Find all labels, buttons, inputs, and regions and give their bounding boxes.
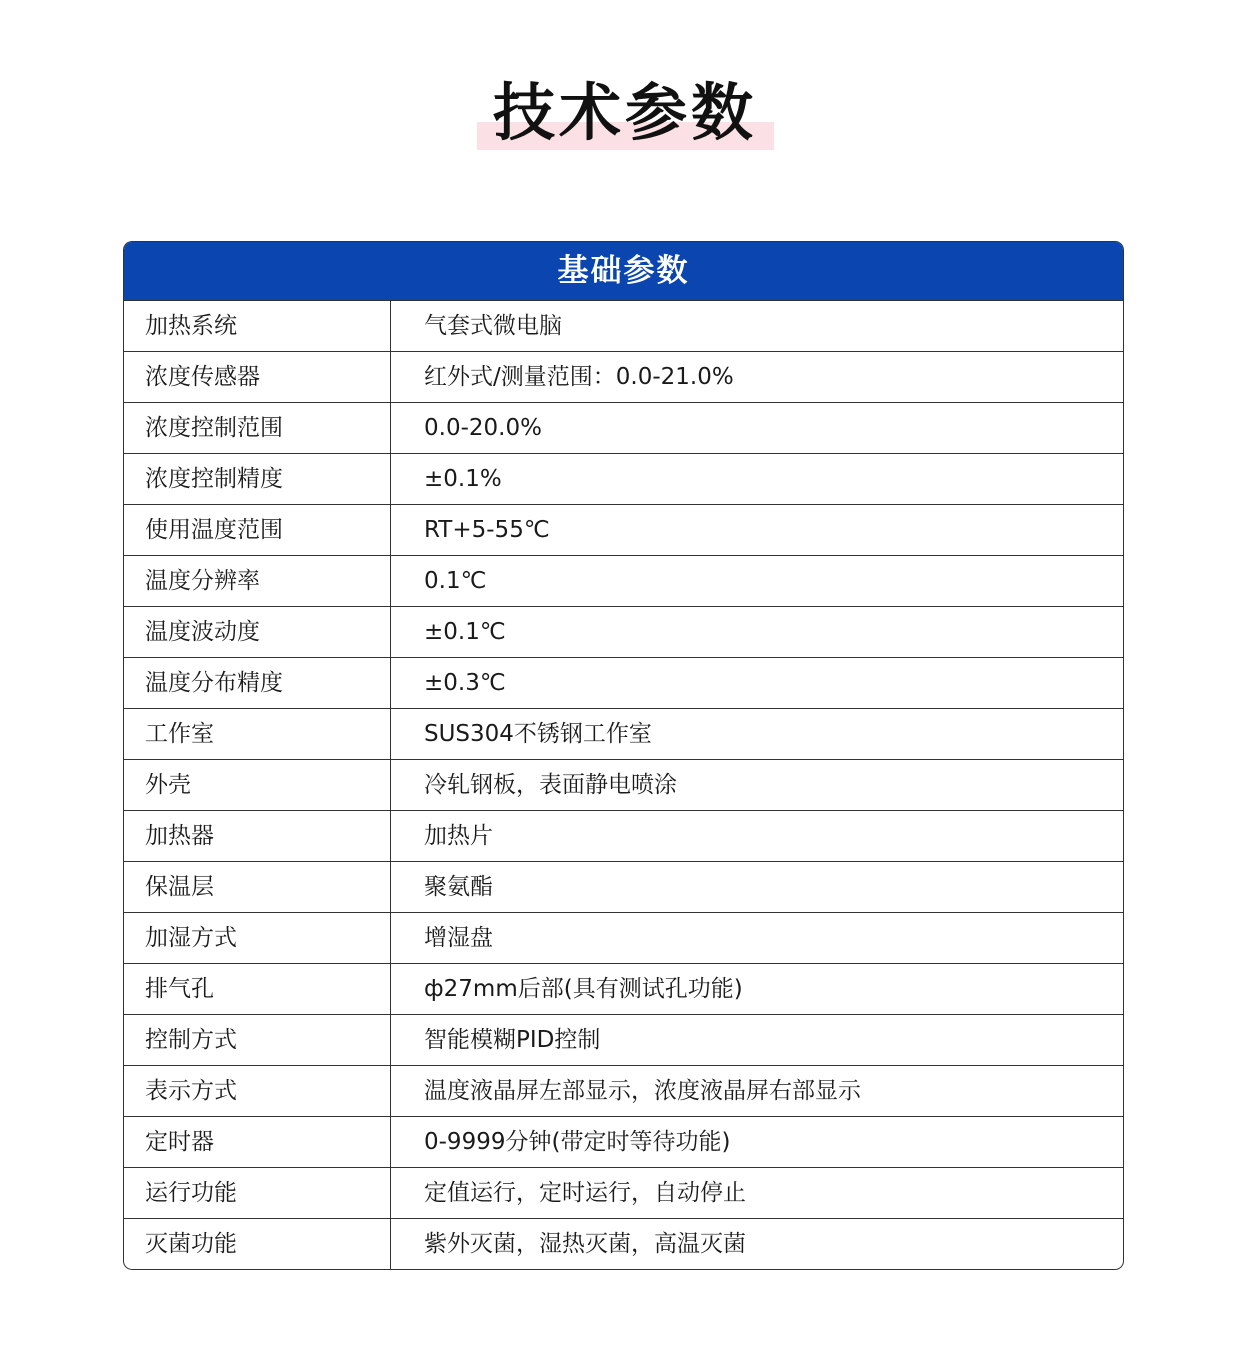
spec-value: 紫外灭菌，湿热灭菌，高温灭菌 [424, 1231, 746, 1257]
spec-value: 增湿盘 [424, 925, 493, 951]
spec-value: 冷轧钢板，表面静电喷涂 [424, 772, 677, 798]
spec-value: 加热片 [424, 823, 493, 849]
table-row [124, 402, 1123, 453]
table-row [124, 1014, 1123, 1065]
spec-label: 保温层 [124, 862, 391, 912]
spec-label: 排气孔 [124, 964, 391, 1014]
spec-label: 加热器 [124, 811, 391, 861]
table-row [124, 657, 1123, 708]
spec-value: 温度液晶屏左部显示，浓度液晶屏右部显示 [424, 1078, 861, 1104]
spec-value: 聚氨酯 [424, 874, 493, 900]
page-title: 技术参数 [492, 76, 757, 149]
spec-value: 气套式微电脑 [424, 313, 562, 339]
spec-label: 浓度控制精度 [124, 454, 391, 504]
spec-value: 定值运行，定时运行，自动停止 [424, 1180, 746, 1206]
table-row [124, 963, 1123, 1014]
spec-label: 加湿方式 [124, 913, 391, 963]
table-body [124, 300, 1123, 1269]
table-row [124, 453, 1123, 504]
spec-label: 定时器 [124, 1117, 391, 1167]
spec-value: 0.0-20.0% [424, 415, 542, 441]
table-row [124, 351, 1123, 402]
spec-label: 工作室 [124, 709, 391, 759]
table-row [124, 300, 1123, 351]
spec-label: 使用温度范围 [124, 505, 391, 555]
spec-label: 表示方式 [124, 1066, 391, 1116]
spec-label: 浓度控制范围 [124, 403, 391, 453]
spec-label: 温度波动度 [124, 607, 391, 657]
table-row [124, 1065, 1123, 1116]
table-row [124, 555, 1123, 606]
spec-label: 温度分布精度 [124, 658, 391, 708]
spec-value: ±0.1% [424, 466, 502, 492]
spec-label: 运行功能 [124, 1168, 391, 1218]
spec-value: 0-9999分钟(带定时等待功能) [424, 1129, 731, 1155]
table-row [124, 606, 1123, 657]
spec-value: SUS304不锈钢工作室 [424, 721, 652, 747]
table-row [124, 1218, 1123, 1269]
table-row [124, 504, 1123, 555]
table-row [124, 1116, 1123, 1167]
spec-table [123, 241, 1124, 1270]
spec-value: ±0.1℃ [424, 619, 506, 645]
spec-label: 外壳 [124, 760, 391, 810]
spec-value: 红外式/测量范围：0.0-21.0% [424, 364, 734, 390]
title-section [0, 70, 1250, 160]
table-row [124, 759, 1123, 810]
table-row [124, 912, 1123, 963]
table-header: 基础参数 [124, 242, 1123, 300]
spec-label: 灭菌功能 [124, 1219, 391, 1269]
table-row [124, 1167, 1123, 1218]
spec-label: 控制方式 [124, 1015, 391, 1065]
spec-value: 0.1℃ [424, 568, 487, 594]
spec-value: 智能模糊PID控制 [424, 1027, 601, 1053]
spec-value: RT+5-55℃ [424, 517, 550, 543]
table-row [124, 810, 1123, 861]
spec-label: 浓度传感器 [124, 352, 391, 402]
spec-label: 加热系统 [124, 301, 391, 351]
table-row [124, 708, 1123, 759]
spec-value: ±0.3℃ [424, 670, 506, 696]
spec-label: 温度分辨率 [124, 556, 391, 606]
table-row [124, 861, 1123, 912]
spec-value: ф27mm后部(具有测试孔功能) [424, 976, 743, 1002]
